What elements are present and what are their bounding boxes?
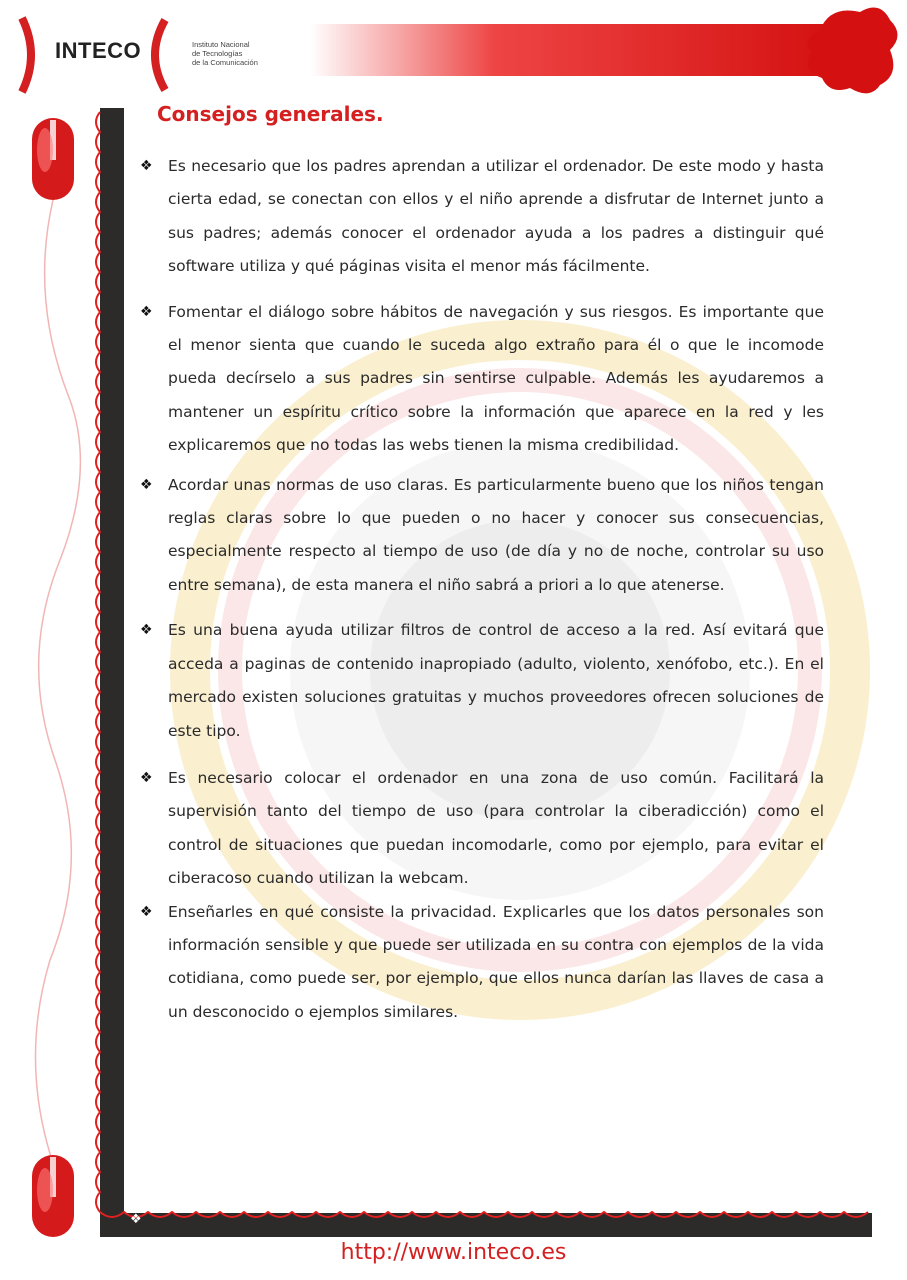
- institute-name: [192, 40, 258, 67]
- page-title: Consejos generales.: [157, 102, 384, 126]
- institute-line: de Tecnologías: [192, 49, 243, 58]
- page-header: [0, 0, 907, 100]
- institute-line: Instituto Nacional: [192, 40, 250, 49]
- diamond-bullet-icon: ❖: [140, 303, 153, 320]
- inteco-logo: INTECO: [55, 38, 142, 63]
- list-item: [140, 896, 824, 1030]
- website-url[interactable]: http://www.inteco.es: [340, 1240, 567, 1265]
- frame-left-border: [100, 108, 124, 1228]
- list-item: [140, 762, 824, 896]
- diamond-bullet-icon: ❖: [140, 476, 153, 493]
- item-text: Es una buena ayuda utilizar filtros de control de acceso a la red. Así evitará que acceda a paginas de contenido inapropiado (adulto, violento, xenófobo, etc.). En el mercado existen soluciones gratuitas y muchos proveedores ofrecen soluciones de este tipo.: [168, 621, 824, 740]
- diamond-bullet-icon: ❖: [140, 622, 153, 639]
- item-text: Enseñarles en qué consiste la privacidad. Explicarles que los datos personales son información sensible y que puede ser utilizada en su contra con ejemplos de la vida cotidiana, como puede ser, por ejemplo, que ellos nunca darían las llaves de casa a un desconocido o ejemplos similares.: [168, 902, 824, 1021]
- mouse-icon: [32, 1155, 74, 1237]
- list-item: [140, 296, 824, 463]
- item-text: Es necesario colocar el ordenador en una zona de uso común. Facilitará la supervisión tanto del tiempo de uso (para controlar la ciberadicción) como el control de situaciones que puedan incomodarle, como por ejemplo, para evitar el ciberacoso cuando utilizan la webcam.: [168, 768, 824, 888]
- institute-line: de la Comunicación: [192, 58, 258, 67]
- diamond-bullet-icon: ❖: [130, 1212, 142, 1227]
- item-text: Fomentar el diálogo sobre hábitos de navegación y sus riesgos. Es importante que el menor sienta que cuando le suceda algo extraño para él o que le incomode pueda decírselo a sus padres sin sentirse culpable. Además les ayudaremos a mantener un espíritu crítico sobre la información que aparece en la red y les explicaremos que no todas las webs tienen la misma credibilidad.: [168, 302, 824, 455]
- list-item: [140, 469, 824, 603]
- mouse-decoration: [0, 0, 100, 1280]
- diamond-bullet-icon: ❖: [140, 903, 153, 920]
- frame-bottom-border: [100, 1213, 872, 1237]
- mouse-icon: [32, 118, 74, 200]
- advice-list: [140, 150, 824, 1029]
- item-text: Es necesario que los padres aprendan a utilizar el ordenador. De este modo y hasta cierta edad, se conectan con ellos y el niño aprende a disfrutar de Internet junto a sus padres; además conocer el ordenador ayuda a los padres a distinguir qué software utiliza y qué páginas visita el menor más fácilmente.: [168, 157, 824, 276]
- diamond-bullet-icon: ❖: [140, 769, 153, 786]
- list-item: [140, 150, 824, 284]
- diamond-bullet-icon: ❖: [140, 158, 153, 174]
- list-item: [140, 614, 824, 748]
- item-text: Acordar unas normas de uso claras. Es particularmente bueno que los niños tengan reglas claras sobre lo que pueden o no hacer y conocer sus consecuencias, especialmente respecto al tiempo de uso (de día y no de noche, controlar su uso entre semana), de esta manera el niño sabrá a priori a lo que atenerse.: [168, 475, 824, 594]
